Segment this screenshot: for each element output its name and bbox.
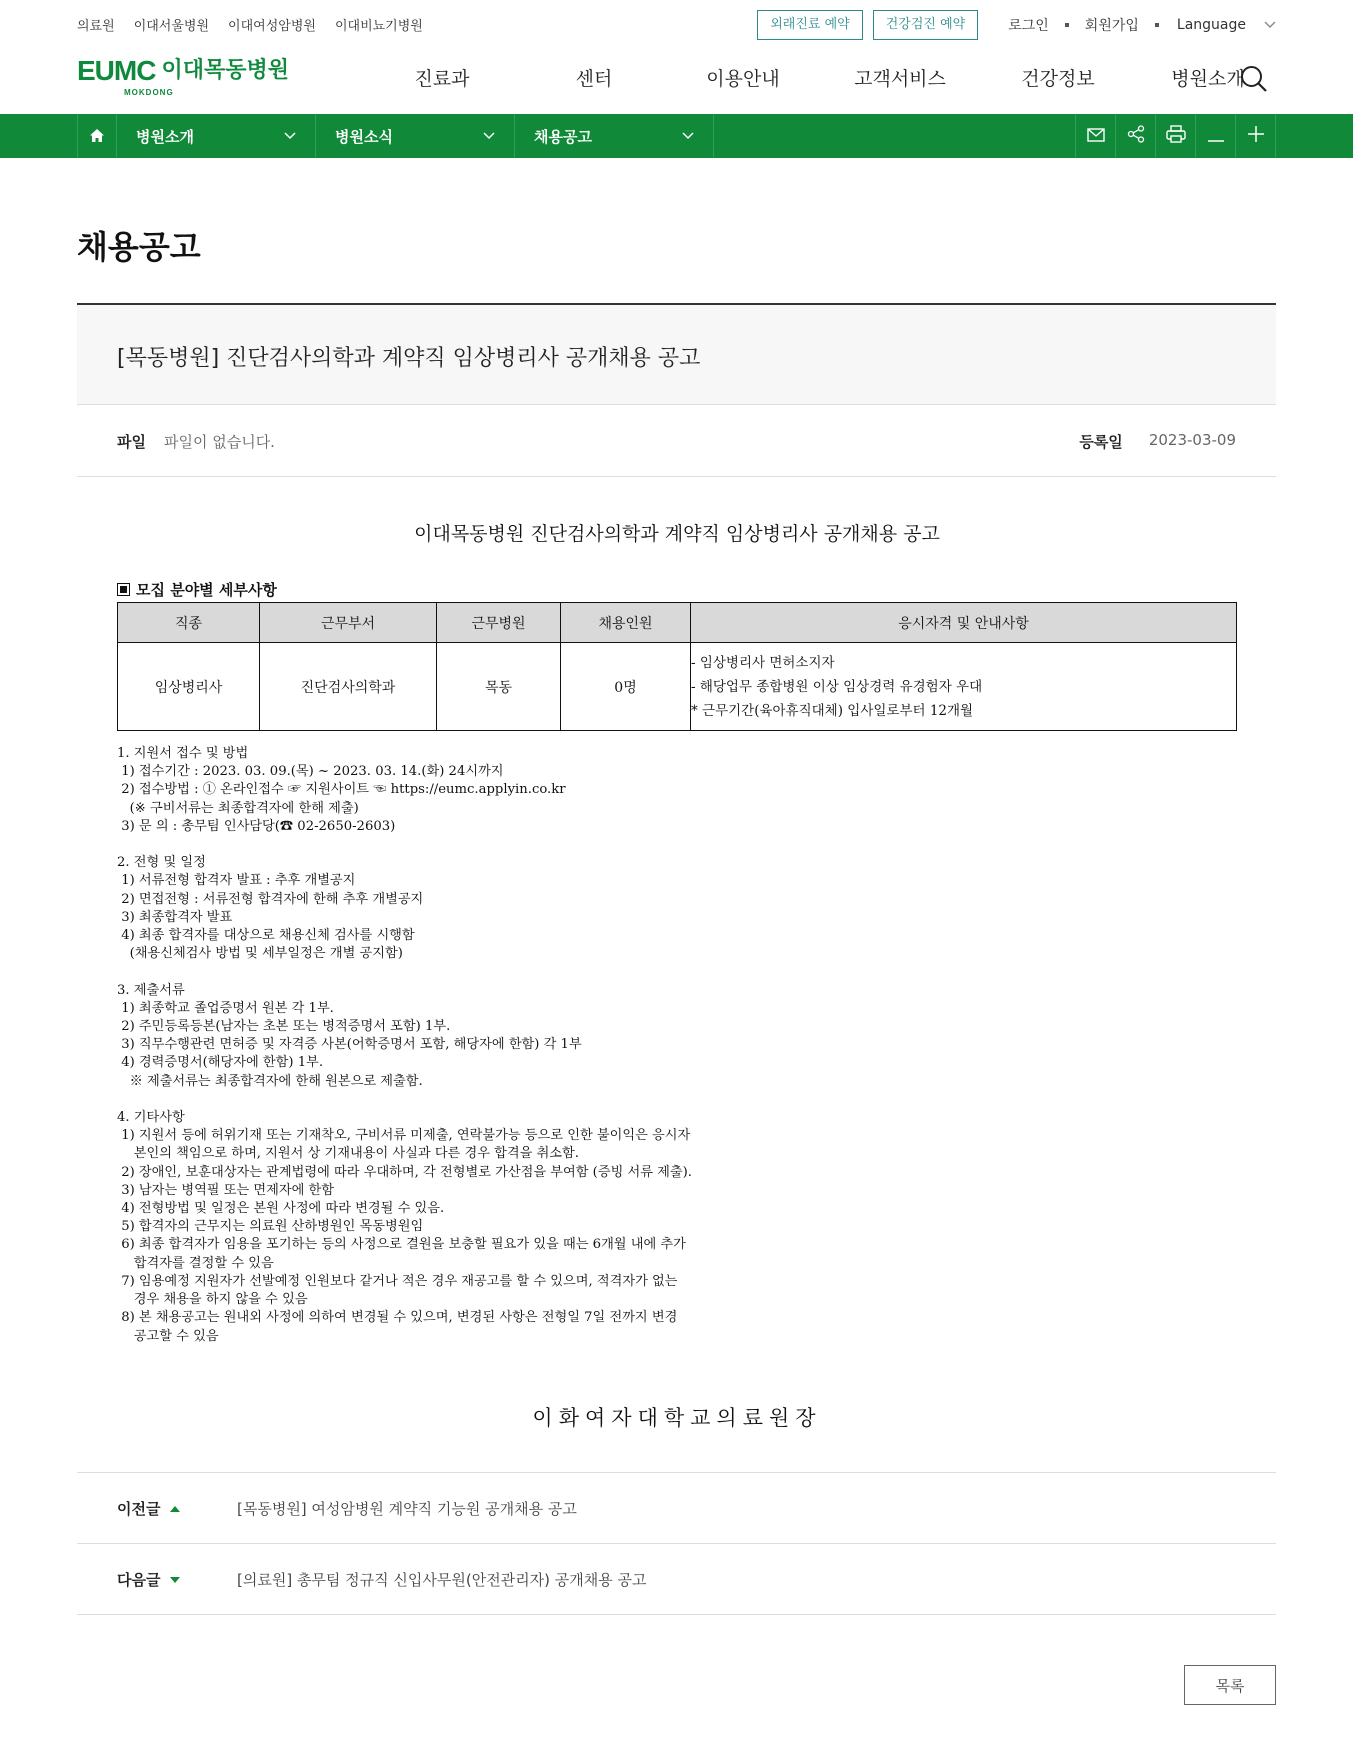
language-select[interactable] (1177, 17, 1276, 33)
language-label: Language (1176, 17, 1246, 33)
table-header: 응시자격 및 안내사항 (691, 603, 1237, 643)
table-cell-notes (691, 643, 1237, 731)
section-heading (117, 579, 277, 600)
table-header: 직종 (118, 603, 260, 643)
next-label: 다음글 (117, 1571, 161, 1589)
print-icon (1166, 125, 1186, 147)
list-button[interactable]: 목록 (1184, 1665, 1276, 1705)
utility-actions (757, 10, 1276, 40)
breadcrumb-recruit[interactable] (515, 114, 714, 158)
family-link-eumc[interactable]: 의료원 (77, 19, 115, 34)
table-header-row (118, 603, 1237, 643)
family-link-urology[interactable]: 이대비뇨기병원 (334, 19, 423, 34)
next-post[interactable] (77, 1543, 1276, 1615)
chevron-down-icon (284, 130, 296, 143)
outpatient-reservation-button[interactable]: 외래진료 예약 (757, 10, 862, 40)
separator-dot (1155, 23, 1159, 27)
registration-date (1079, 431, 1236, 452)
family-link-seoul[interactable]: 이대서울병원 (133, 19, 210, 34)
table-header: 근무병원 (437, 603, 561, 643)
table-cell: 임상병리사 (118, 643, 260, 731)
attachment-info (117, 431, 275, 452)
location-bar (0, 114, 1353, 158)
table-row (118, 643, 1237, 731)
family-links (77, 15, 423, 34)
breadcrumb-label: 병원소식 (335, 127, 393, 146)
gnb-item-centers[interactable]: 센터 (575, 68, 613, 90)
page-tools (1075, 114, 1276, 158)
file-label: 파일 (117, 433, 146, 451)
header (0, 48, 1353, 114)
note-line: - 해당업무 종합병원 이상 임상경력 유경험자 우대 (691, 678, 983, 695)
date-value: 2023-03-09 (1148, 431, 1236, 449)
logo-name: 이대목동병원 (161, 58, 289, 83)
zoom-in-button[interactable] (1236, 114, 1276, 158)
recruitment-table (117, 602, 1237, 731)
share-icon (1127, 125, 1145, 147)
next-label-group (117, 1569, 180, 1590)
caret-up-icon (170, 1506, 180, 1512)
zoom-in-icon (1248, 126, 1264, 146)
search-button[interactable] (1239, 64, 1269, 94)
chevron-down-icon (682, 130, 694, 143)
prev-label-group (117, 1498, 180, 1519)
next-title[interactable]: [의료원] 총무팀 정규직 신입사무원(안전관리자) 공개채용 공고 (237, 1571, 647, 1589)
login-link[interactable]: 로그인 (1008, 18, 1049, 34)
note-line: * 근무기간(육아휴직대체) 입사일로부터 12개월 (691, 702, 974, 719)
checkup-reservation-button[interactable]: 건강검진 예약 (873, 10, 978, 40)
chevron-down-icon (483, 130, 495, 143)
breadcrumb-label: 채용공고 (534, 127, 592, 146)
document-title: 이대목동병원 진단검사의학과 계약직 임상병리사 공개채용 공고 (414, 523, 940, 545)
print-button[interactable] (1156, 114, 1196, 158)
signature: 이화여자대학교의료원장 (532, 1406, 822, 1430)
breadcrumb (77, 114, 714, 158)
table-cell: 목동 (437, 643, 561, 731)
search-icon (1239, 79, 1269, 98)
share-button[interactable] (1116, 114, 1156, 158)
announcement-body: 1. 지원서 접수 및 방법 1) 접수기간 : 2023. 03. 09.(목) ~ 2023. 03. 14.(화) 24시까지 2) 접수방법 : ① 온라인접수 ☞ 지원사이트 ☜ https://eumc.applyin.co.kr (※ 구비서류는 최종합격자에 한해 제출) 3) 문 의 : 총무팀 인사담당(☎ 02-2650-2603) 2. 전형 및 일정 1) 서류전형 합격자 발표 : 추후 개별공지 2) 면접전형 : 서류전형 합격자에 한해 추후 개별공지 3) 최종합격자 발표 4) 최종 합격자를 대상으로 채용신체 검사를 시행함 (채용신체검사 방법 및 세부일정은 개별 공지함) 3. 제출서류 1) 최종학교 졸업증명서 원본 각 1부. 2) 주민등록등본(남자는 초본 또는 병적증명서 포함) 1부. 3) 직무수행관련 면허증 및 자격증 사본(어학증명서 포함, 해당자에 한함) 각 1부 4) 경력증명서(해당자에 한함) 1부. ※ 제출서류는 최종합격자에 한해 원본으로 제출함. 4. 기타사항 1) 지원서 등에 허위기재 또는 기재착오, 구비서류 미제출, 연락불가능 등으로 인한 불이익은 응시자 본인의 책임으로 하며, 지원서 상 기재내용이 사실과 다른 경우 합격을 취소함. 2) 장애인, 보훈대상자는 관계법령에 따라 우대하며, 각 전형별로 가산점을 부여함 (증빙 서류 제출). 3) 남자는 병역필 또는 면제자에 한함 4) 전형방법 및 일정은 본원 사정에 따라 변경될 수 있음. 5) 합격자의 근무지는 의료원 산하병원인 목동병원임 6) 최종 합격자가 임용을 포기하는 등의 사정으로 결원을 보충할 필요가 있을 때는 6개월 내에 추가 합격자를 결정할 수 있음 7) 임용예정 지원자가 선발예정 인원보다 같거나 적은 경우 재공고를 할 수 있으며, 적격자가 없는 경우 채용을 하지 않을 수 있음 8) 본 채용공고는 원내외 사정에 의하여 변경될 수 있으며, 변경된 사항은 전형일 7일 전까지 변경 공고할 수 있음 (117, 746, 692, 1344)
table-header: 채용인원 (561, 603, 691, 643)
gnb-item-guide[interactable]: 이용안내 (706, 68, 780, 90)
post-meta (77, 405, 1276, 477)
table-cell: 진단검사의학과 (260, 643, 437, 731)
mail-button[interactable] (1076, 114, 1116, 158)
logo-sub: MOKDONG (124, 88, 174, 97)
page-title: 채용공고 (77, 228, 201, 266)
table-header: 근무부서 (260, 603, 437, 643)
zoom-out-icon (1208, 127, 1224, 146)
caret-down-icon (170, 1577, 180, 1583)
mail-icon (1087, 127, 1105, 146)
zoom-out-button[interactable] (1196, 114, 1236, 158)
gnb-item-about[interactable]: 병원소개 (1171, 68, 1245, 90)
gnb-item-departments[interactable]: 진료과 (414, 68, 470, 90)
post-header (77, 303, 1276, 405)
breadcrumb-news[interactable] (316, 114, 515, 158)
post-title: [목동병원] 진단검사의학과 계약직 임상병리사 공개채용 공고 (117, 346, 701, 371)
signup-link[interactable]: 회원가입 (1084, 18, 1139, 34)
main-navigation (394, 64, 1258, 91)
home-icon (90, 127, 104, 146)
logo-mark: EUMC (77, 55, 156, 86)
gnb-item-customer[interactable]: 고객서비스 (854, 68, 946, 90)
gnb-item-health-info[interactable]: 건강정보 (1021, 68, 1095, 90)
breadcrumb-label: 병원소개 (136, 127, 194, 146)
note-line: - 임상병리사 면허소지자 (691, 654, 835, 671)
family-link-cancer[interactable]: 이대여성암병원 (228, 19, 316, 34)
separator-dot (1065, 23, 1069, 27)
date-label: 등록일 (1079, 433, 1123, 451)
section-heading-label: 모집 분야별 세부사항 (136, 581, 277, 599)
chevron-down-icon (1264, 18, 1276, 32)
file-value: 파일이 없습니다. (163, 433, 275, 451)
table-cell: 0명 (561, 643, 691, 731)
utility-bar (0, 0, 1353, 48)
prev-title[interactable]: [목동병원] 여성암병원 계약직 기능원 공개채용 공고 (237, 1500, 577, 1518)
home-button[interactable] (77, 114, 117, 158)
prev-label: 이전글 (117, 1500, 161, 1518)
square-bullet-icon (117, 583, 130, 596)
prev-post[interactable] (77, 1472, 1276, 1543)
breadcrumb-about[interactable] (117, 114, 316, 158)
logo[interactable] (77, 55, 289, 97)
